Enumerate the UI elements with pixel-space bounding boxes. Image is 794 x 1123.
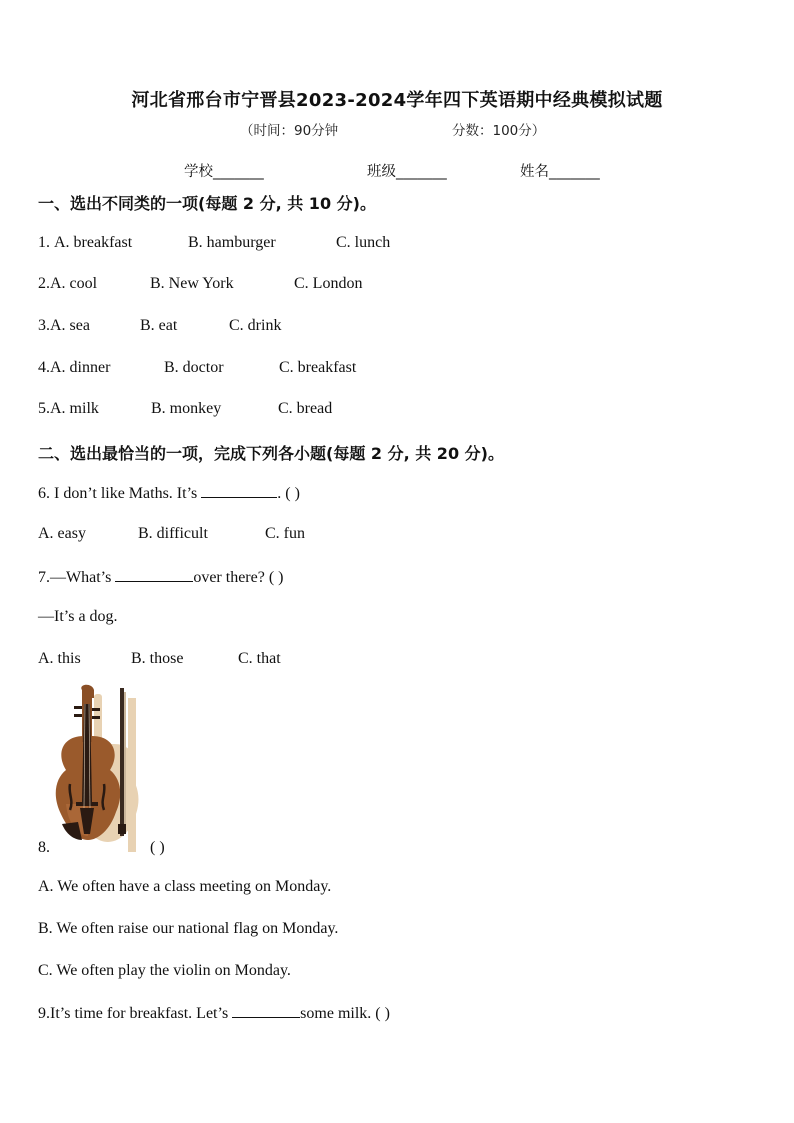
option-a: A. dinner bbox=[50, 359, 111, 376]
answer-bracket: . ( ) bbox=[277, 485, 300, 502]
option-b: B. those bbox=[131, 650, 184, 667]
question-number: 5. bbox=[38, 400, 50, 417]
question-stem: 7.—What’s bbox=[38, 569, 116, 586]
option-c: C. lunch bbox=[336, 234, 391, 251]
answer-bracket: over there? ( ) bbox=[193, 569, 284, 586]
school-field: 学校_______ bbox=[184, 164, 264, 180]
exam-title: 河北省邢台市宁晋县2023-2024学年四下英语期中经典模拟试题 bbox=[131, 90, 663, 111]
violin-icon bbox=[48, 684, 144, 856]
name-field: 姓名_______ bbox=[520, 164, 600, 180]
question-3 bbox=[38, 317, 281, 335]
question-6 bbox=[38, 483, 300, 503]
option-a: A. easy bbox=[38, 525, 86, 542]
option-b: B. New York bbox=[150, 275, 234, 292]
exam-score: 分数：100分） bbox=[452, 123, 546, 139]
option-c: C. that bbox=[238, 650, 281, 667]
question-9 bbox=[38, 1003, 390, 1023]
question-1 bbox=[38, 234, 390, 252]
question-stem: 6. I don’t like Maths. It’s bbox=[38, 485, 202, 502]
option-b: B. eat bbox=[140, 317, 178, 334]
option-c: C. London bbox=[294, 275, 363, 292]
question-6-options bbox=[38, 525, 305, 543]
option-c: C. bread bbox=[278, 400, 333, 417]
question-number: 1. bbox=[38, 234, 54, 251]
question-number: 2. bbox=[38, 275, 50, 292]
section1-heading: 一、选出不同类的一项(每题 2 分, 共 10 分)。 bbox=[38, 194, 376, 213]
option-b: B. hamburger bbox=[188, 234, 276, 251]
question-2 bbox=[38, 275, 362, 293]
answer-bracket: ( ) bbox=[150, 839, 165, 856]
question-5 bbox=[38, 400, 332, 418]
option-b: B. We often raise our national flag on Monday. bbox=[38, 920, 339, 937]
violin-image bbox=[48, 684, 144, 856]
class-field: 班级_______ bbox=[367, 164, 447, 180]
answer-bracket: some milk. ( ) bbox=[300, 1005, 390, 1022]
option-b: B. difficult bbox=[138, 525, 208, 542]
question-7-options bbox=[38, 650, 281, 668]
option-a: A. breakfast bbox=[54, 234, 133, 251]
question-number: 3. bbox=[38, 317, 50, 334]
question-7-reply: —It’s a dog. bbox=[38, 608, 118, 625]
answer-blank[interactable] bbox=[232, 1003, 300, 1018]
option-a: A. cool bbox=[50, 275, 98, 292]
section2-heading: 二、选出最恰当的一项，完成下列各小题(每题 2 分, 共 20 分)。 bbox=[38, 444, 504, 463]
answer-blank[interactable] bbox=[115, 567, 193, 582]
option-a: A. sea bbox=[50, 317, 90, 334]
option-c: C. fun bbox=[265, 525, 305, 542]
option-b: B. doctor bbox=[164, 359, 224, 376]
question-7 bbox=[38, 567, 284, 587]
question-stem: 9.It’s time for breakfast. Let’s bbox=[38, 1005, 233, 1022]
question-number: 4. bbox=[38, 359, 50, 376]
option-a: A. milk bbox=[50, 400, 99, 417]
option-c: C. drink bbox=[229, 317, 282, 334]
option-c: C. We often play the violin on Monday. bbox=[38, 962, 291, 979]
option-c: C. breakfast bbox=[279, 359, 357, 376]
option-a: A. We often have a class meeting on Monday. bbox=[38, 878, 332, 895]
option-b: B. monkey bbox=[151, 400, 222, 417]
option-a: A. this bbox=[38, 650, 81, 667]
question-4 bbox=[38, 359, 356, 377]
answer-blank[interactable] bbox=[201, 483, 277, 498]
exam-time: （时间：90分钟 bbox=[240, 123, 339, 139]
question-8-number: 8. bbox=[38, 839, 50, 856]
